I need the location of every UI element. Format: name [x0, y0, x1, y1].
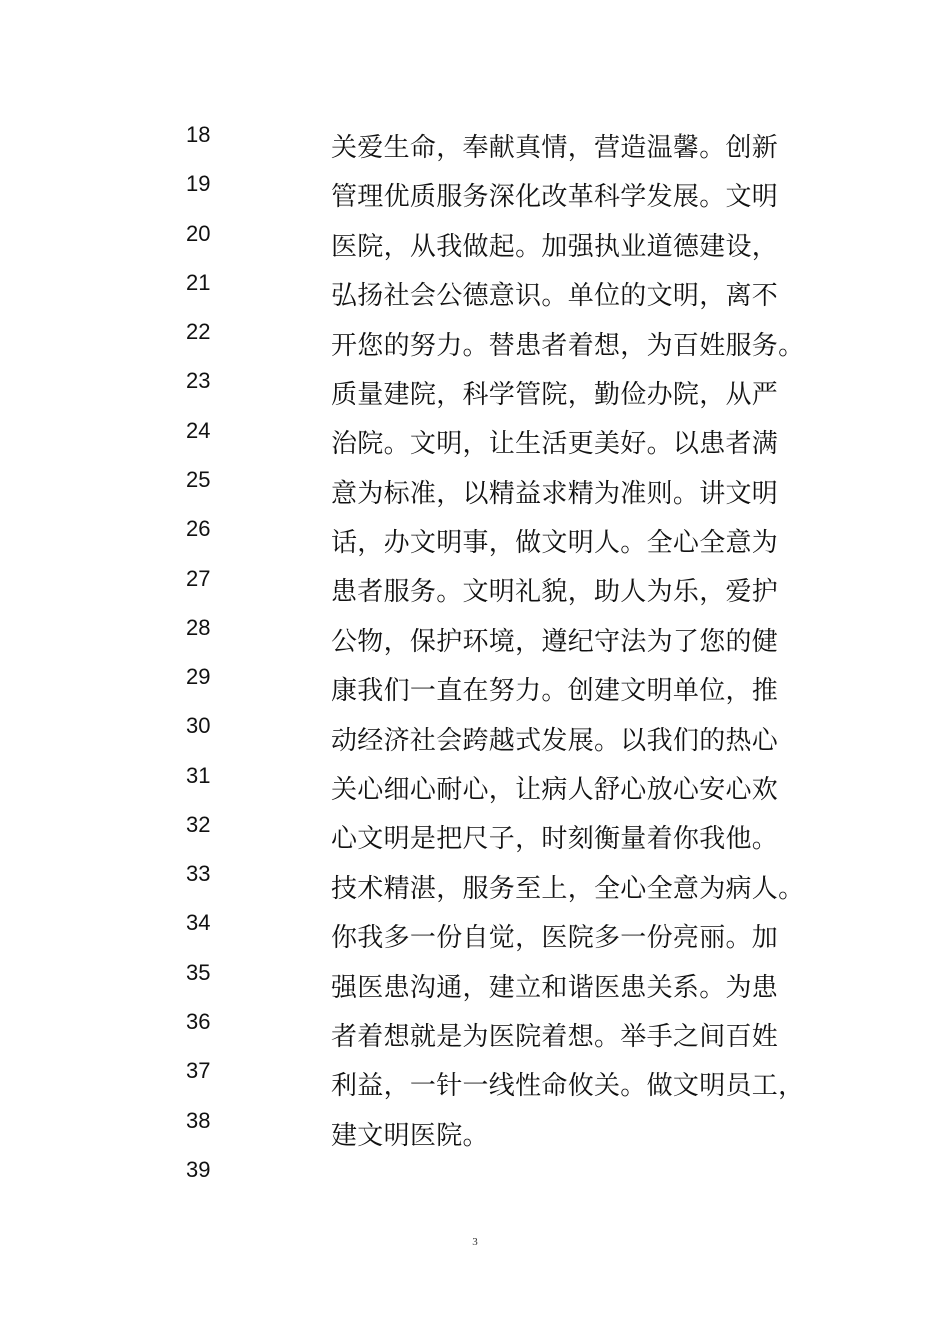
text-line: 公物，保护环境，遵纪守法为了您的健 [331, 627, 779, 657]
text-line: 患者服务。文明礼貌，助人为乐，爱护 [331, 577, 779, 607]
line-number: 32 [186, 812, 211, 837]
text-line: 技术精湛，服务至上，全心全意为病人。 [331, 874, 805, 904]
line-number: 23 [186, 368, 211, 393]
text-line: 质量建院，科学管院，勤俭办院，从严 [331, 380, 779, 410]
line-number: 35 [186, 960, 211, 985]
page-number: 3 [472, 1236, 478, 1248]
line-number: 21 [186, 270, 211, 295]
text-line: 强医患沟通，建立和谐医患关系。为患 [331, 973, 779, 1003]
text-line: 治院。文明，让生活更美好。以患者满 [331, 429, 779, 459]
line-number-column [0, 0, 260, 1344]
text-line: 者着想就是为医院着想。举手之间百姓 [331, 1022, 779, 1052]
text-line: 康我们一直在努力。创建文明单位，推 [331, 676, 779, 706]
text-line: 话，办文明事，做文明人。全心全意为 [331, 528, 779, 558]
line-number: 26 [186, 516, 211, 541]
line-number: 33 [186, 861, 211, 886]
line-number: 28 [186, 615, 211, 640]
text-line: 医院，从我做起。加强执业道德建设， [331, 232, 779, 262]
line-number: 20 [186, 221, 211, 246]
line-number: 38 [186, 1108, 211, 1133]
line-number: 31 [186, 763, 211, 788]
line-number: 37 [186, 1058, 211, 1083]
line-number: 19 [186, 171, 211, 196]
line-number: 24 [186, 418, 211, 443]
line-number: 34 [186, 910, 211, 935]
line-number: 29 [186, 664, 211, 689]
text-line: 关爱生命，奉献真情，营造温馨。创新 [331, 133, 779, 163]
line-number: 36 [186, 1009, 211, 1034]
text-line: 管理优质服务深化改革科学发展。文明 [331, 182, 779, 212]
text-line: 你我多一份自觉，医院多一份亮丽。加 [331, 923, 779, 953]
body-text [331, 0, 891, 1344]
text-line: 动经济社会跨越式发展。以我们的热心 [331, 726, 779, 756]
text-line: 利益，一针一线性命攸关。做文明员工， [331, 1071, 805, 1101]
line-number: 27 [186, 566, 211, 591]
line-number: 30 [186, 713, 211, 738]
text-line: 关心细心耐心，让病人舒心放心安心欢 [331, 775, 779, 805]
text-line: 意为标准，以精益求精为准则。讲文明 [331, 479, 779, 509]
line-number: 22 [186, 319, 211, 344]
text-line: 心文明是把尺子，时刻衡量着你我他。 [331, 824, 779, 854]
text-line: 开您的努力。替患者着想，为百姓服务。 [331, 331, 805, 361]
line-number: 25 [186, 467, 211, 492]
text-line: 弘扬社会公德意识。单位的文明，离不 [331, 281, 779, 311]
line-number: 39 [186, 1157, 211, 1182]
text-line: 建文明医院。 [331, 1121, 489, 1151]
line-number: 18 [186, 122, 211, 147]
